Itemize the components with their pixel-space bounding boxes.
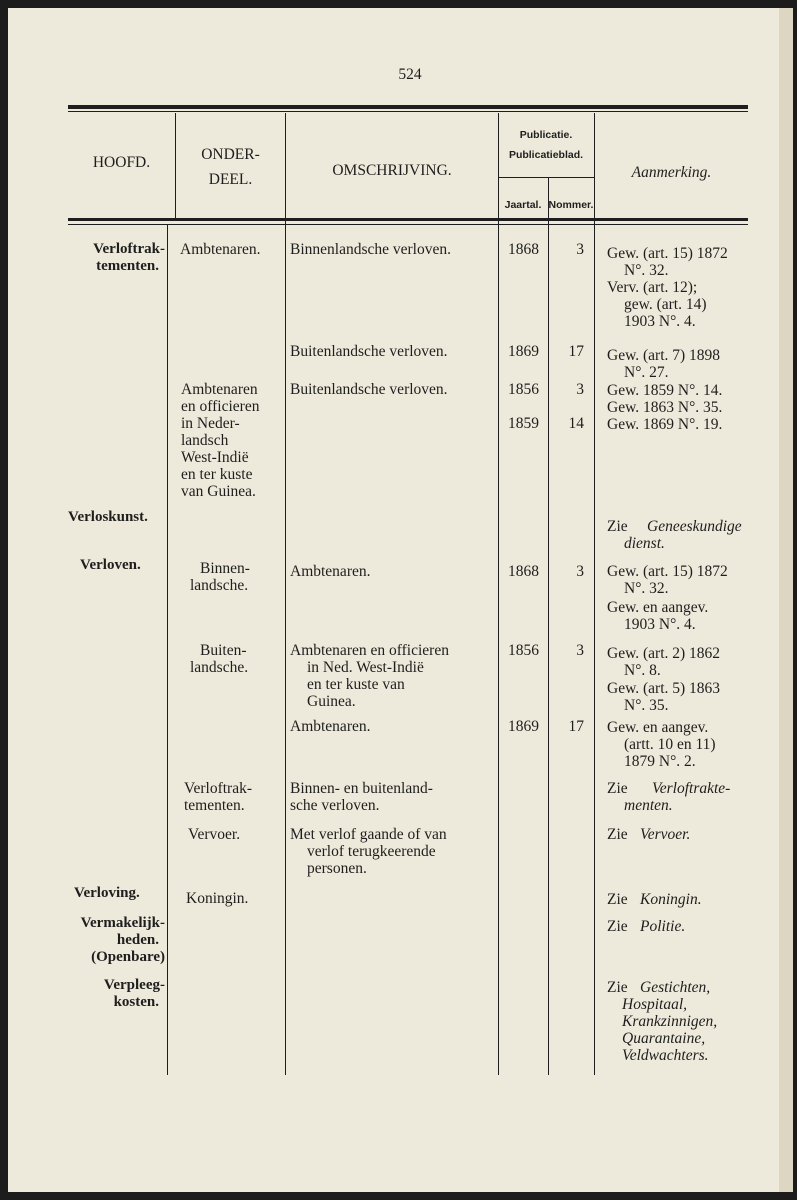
r6-aanmerking-4: N°. 35. — [624, 697, 669, 714]
r2-nommer: 17 — [568, 343, 584, 360]
page-number: 524 — [398, 66, 422, 83]
header-publicatieblad: Publicatieblad. — [508, 149, 584, 161]
col-line-3 — [498, 113, 499, 1075]
r4-aanmerking-3: dienst. — [624, 535, 665, 552]
r3-onderdeel-1: Ambtenaren — [181, 381, 258, 398]
r8-omschrijving-2: sche verloven. — [290, 797, 380, 814]
r12-hoofd-2: kosten. — [113, 994, 159, 1010]
r3-aanmerking-3: Gew. 1869 N°. 19. — [607, 416, 723, 433]
r6-omschrijving-4: Guinea. — [307, 693, 356, 710]
r3-nommer-1: 3 — [576, 381, 584, 398]
r7-jaartal: 1869 — [508, 718, 539, 735]
r3-onderdeel-7: van Guinea. — [181, 483, 256, 500]
r3-onderdeel-6: en ter kuste — [181, 466, 253, 483]
r11-hoofd-3: (Openbare) — [91, 949, 165, 965]
header-publicatie: Publicatie. — [519, 129, 573, 141]
r12-aanmerking-5: Quarantaine, — [622, 1030, 706, 1047]
r6-omschrijving-2: in Ned. West-Indië — [307, 659, 424, 676]
r10-aanmerking-2: Koningin. — [640, 891, 702, 908]
r6-onderdeel-2: landsche. — [190, 659, 249, 676]
r1-aanmerking-5: 1903 N°. 4. — [624, 313, 696, 330]
r3-onderdeel-5: West-Indië — [181, 449, 249, 466]
r5-aanmerking-3: Gew. en aangev. — [607, 599, 709, 616]
col-line-1-header — [175, 113, 176, 218]
r4-aanmerking-2: Geneeskundige — [647, 518, 742, 535]
r3-aanmerking-2: Gew. 1863 N°. 35. — [607, 399, 723, 416]
col-line-1 — [167, 225, 168, 1075]
r4-hoofd: Verloskunst. — [68, 509, 148, 525]
r7-omschrijving: Ambtenaren. — [290, 718, 371, 735]
r2-aanmerking-1: Gew. (art. 7) 1898 — [607, 347, 721, 364]
r5-jaartal: 1868 — [508, 563, 539, 580]
r3-jaartal-2: 1859 — [508, 415, 539, 432]
r8-onderdeel-1: Verloftrak- — [184, 780, 252, 797]
r10-aanmerking-1: Zie — [607, 891, 628, 908]
r5-hoofd: Verloven. — [80, 557, 141, 573]
r1-hoofd-line2: tementen. — [96, 258, 159, 274]
r1-aanmerking-4: gew. (art. 14) — [624, 296, 707, 313]
r5-aanmerking-2: N°. 32. — [624, 580, 669, 597]
r1-omschrijving: Binnenlandsche verloven. — [290, 241, 451, 258]
r1-nommer: 3 — [576, 241, 584, 258]
r6-aanmerking-2: N°. 8. — [624, 662, 661, 679]
r6-aanmerking-3: Gew. (art. 5) 1863 — [607, 680, 721, 697]
publicatie-sub-rule — [498, 177, 594, 178]
r7-aanmerking-2: (artt. 10 en 11) — [624, 736, 716, 753]
r10-onderdeel: Koningin. — [186, 890, 249, 907]
top-thin-rule — [68, 111, 748, 112]
r5-onderdeel-1: Binnen- — [200, 560, 250, 577]
r8-aanmerking-2: Verloftrakte- — [652, 780, 731, 797]
r3-nommer-2: 14 — [568, 415, 584, 432]
r5-aanmerking-4: 1903 N°. 4. — [624, 616, 696, 633]
r7-aanmerking-3: 1879 N°. 2. — [624, 753, 696, 770]
r3-aanmerking-1: Gew. 1859 N°. 14. — [607, 382, 723, 399]
r9-omschrijving-2: verlof terugkeerende — [307, 843, 436, 860]
r5-omschrijving: Ambtenaren. — [290, 563, 371, 580]
header-omschrijving: OMSCHRIJVING. — [332, 162, 452, 179]
r3-onderdeel-2: en officieren — [181, 398, 260, 415]
col-line-4 — [548, 177, 549, 1075]
r9-aanmerking-1: Zie — [607, 826, 628, 843]
r1-aanmerking-2: N°. 32. — [624, 262, 669, 279]
r9-omschrijving-1: Met verlof gaande of van — [290, 826, 447, 843]
r2-aanmerking-2: N°. 27. — [624, 364, 669, 381]
header-hoofd: HOOFD. — [92, 154, 151, 171]
header-onderdeel-1: ONDER- — [201, 146, 260, 163]
r5-onderdeel-2: landsche. — [190, 577, 249, 594]
r6-aanmerking-1: Gew. (art. 2) 1862 — [607, 645, 721, 662]
r6-omschrijving-3: en ter kuste van — [307, 676, 405, 693]
r6-jaartal: 1856 — [508, 642, 539, 659]
header-onderdeel-2: DEEL. — [208, 171, 253, 188]
r8-aanmerking-1: Zie — [607, 780, 628, 797]
r11-aanmerking-1: Zie — [607, 918, 628, 935]
r7-nommer: 17 — [568, 718, 584, 735]
r7-aanmerking-1: Gew. en aangev. — [607, 719, 709, 736]
r9-aanmerking-2: Vervoer. — [640, 826, 691, 843]
r2-omschrijving: Buitenlandsche verloven. — [290, 343, 448, 360]
header-nommer: Nommer. — [548, 199, 594, 211]
r9-onderdeel: Vervoer. — [188, 826, 241, 843]
r3-omschrijving: Buitenlandsche verloven. — [290, 381, 448, 398]
r3-onderdeel-4: landsch — [181, 432, 229, 449]
r9-omschrijving-3: personen. — [307, 860, 367, 877]
r3-onderdeel-3: in Neder- — [181, 415, 240, 432]
r1-onderdeel: Ambtenaren. — [180, 241, 261, 258]
header-aanmerking: Aanmerking. — [631, 164, 712, 181]
col-line-5 — [594, 113, 595, 1075]
r1-aanmerking-3: Verv. (art. 12); — [607, 279, 698, 296]
r1-hoofd-line1: Verloftrak- — [93, 241, 165, 257]
r12-aanmerking-1: Zie — [607, 979, 628, 996]
col-line-2 — [285, 113, 286, 1075]
r12-aanmerking-4: Krankzinnigen, — [622, 1013, 718, 1030]
r4-aanmerking-1: Zie — [607, 518, 628, 535]
r1-aanmerking-1: Gew. (art. 15) 1872 — [607, 245, 728, 262]
r8-omschrijving-1: Binnen- en buitenland- — [290, 780, 433, 797]
top-thick-rule — [68, 105, 748, 109]
header-bottom-thin-rule — [68, 224, 748, 225]
r8-aanmerking-3: menten. — [624, 797, 673, 814]
r3-jaartal-1: 1856 — [508, 381, 539, 398]
r12-aanmerking-3: Hospitaal, — [622, 996, 688, 1013]
r11-hoofd-1: Vermakelijk- — [80, 915, 165, 931]
page-edge-strip — [779, 8, 793, 1192]
r6-onderdeel-1: Buiten- — [200, 642, 247, 659]
r5-nommer: 3 — [576, 563, 584, 580]
r12-hoofd-1: Verpleeg- — [103, 977, 165, 993]
r12-aanmerking-6: Veldwachters. — [622, 1047, 709, 1064]
r5-aanmerking-1: Gew. (art. 15) 1872 — [607, 563, 728, 580]
header-jaartal: Jaartal. — [504, 199, 542, 211]
r10-hoofd: Verloving. — [74, 885, 140, 901]
r6-nommer: 3 — [576, 642, 584, 659]
r11-aanmerking-2: Politie. — [640, 918, 686, 935]
r2-jaartal: 1869 — [508, 343, 539, 360]
r8-onderdeel-2: tementen. — [184, 797, 245, 814]
r11-hoofd-2: heden. — [116, 932, 159, 948]
r12-aanmerking-2: Gestichten, — [640, 979, 711, 996]
r1-jaartal: 1868 — [508, 241, 539, 258]
header-bottom-rule — [68, 218, 748, 221]
r6-omschrijving-1: Ambtenaren en officieren — [290, 642, 449, 659]
